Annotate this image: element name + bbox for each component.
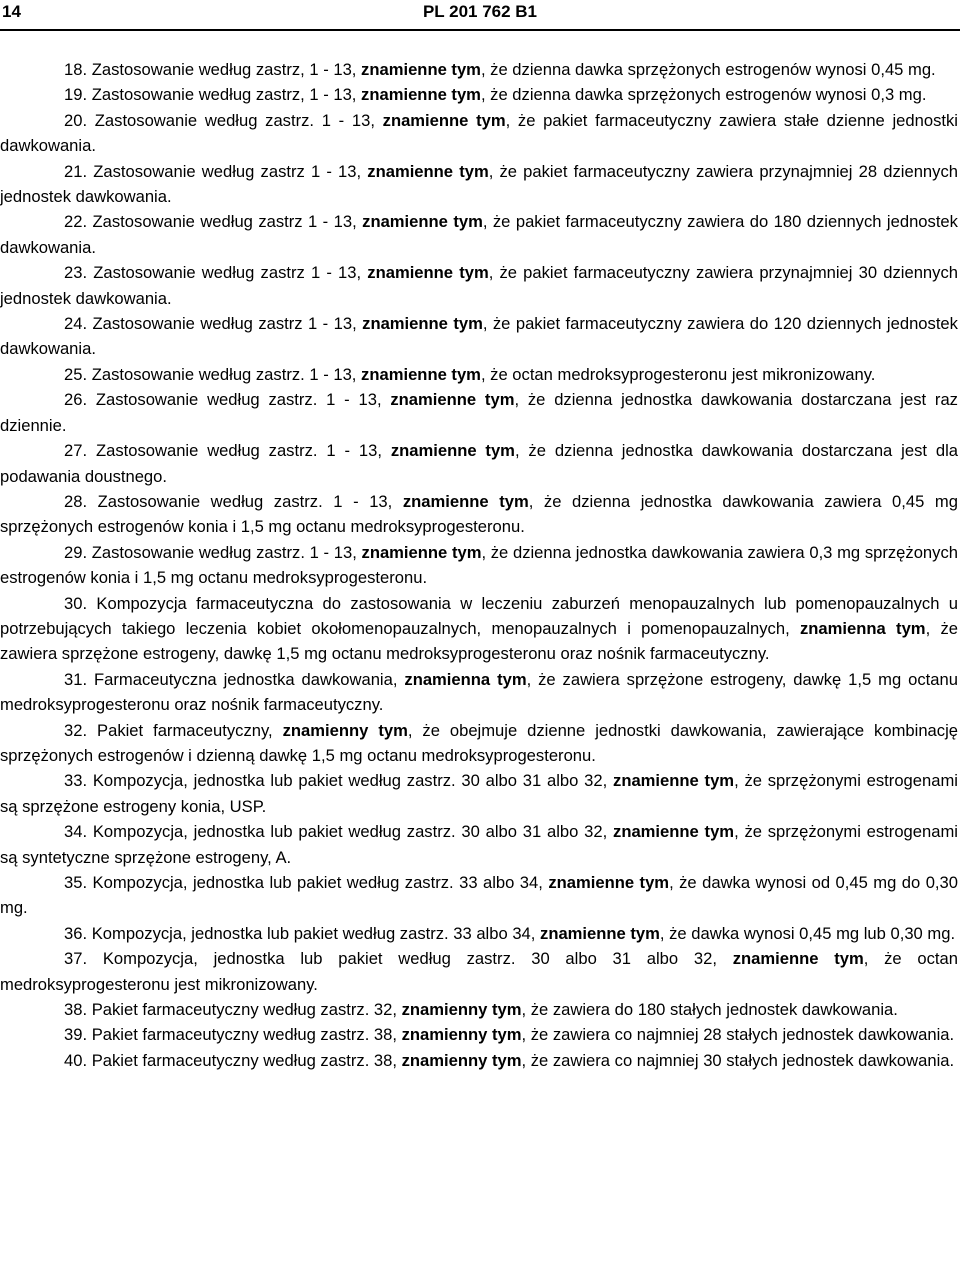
claim-characterizing-phrase: znamienne tym: [361, 364, 481, 384]
claim-text-lead: Zastosowanie według zastrz 1 - 13,: [92, 314, 357, 334]
claim-text-rest: , że obejmuje dzienne jednostki dawkowania, zawierające kombinację sprzężonych estrogenów i dzienną dawkę 1,5 mg octanu medroksyprogesteronu.: [0, 720, 958, 765]
claim-characterizing-phrase: znamienne tym: [361, 85, 481, 105]
claim-text-rest: , że pakiet farmaceutyczny zawiera do 120 dziennych jednostek dawkowania.: [0, 314, 958, 359]
claim-text-rest: , że pakiet farmaceutyczny zawiera do 180 dziennych jednostek dawkowania.: [0, 212, 958, 257]
claim-38: [0, 997, 958, 1022]
claim-text-lead: Zastosowanie według zastrz 1 - 13,: [92, 212, 357, 232]
claim-characterizing-phrase: znamienne tym: [732, 949, 864, 969]
claim-28: [0, 489, 958, 540]
claim-30: [0, 591, 958, 667]
claim-text-lead: Zastosowanie według zastrz, 1 - 13,: [91, 85, 357, 105]
claim-text-lead: Kompozycja, jednostka lub pakiet według zastrz. 30 albo 31 albo 32,: [92, 771, 608, 791]
claim-32: [0, 718, 958, 769]
claim-33: [0, 768, 958, 819]
claim-26: [0, 387, 958, 438]
claim-20: [0, 108, 958, 159]
claim-characterizing-phrase: znamienne tym: [362, 314, 483, 334]
claim-number: 33.: [64, 771, 88, 791]
claim-text-lead: Kompozycja farmaceutyczna do zastosowania w leczeniu zaburzeń menopauzalnych lub pomenopauzalnych u potrzebujących takiego leczenia kobiet okołomenopauzalnych, menopauzalnych i pomenopauzalnych,: [0, 593, 958, 638]
claim-characterizing-phrase: znamienne tym: [390, 390, 515, 410]
claim-text-rest: , że zawiera do 180 stałych jednostek dawkowania.: [521, 1000, 898, 1020]
claim-39: [0, 1022, 958, 1047]
claim-number: 21.: [64, 161, 88, 181]
claim-text-lead: Kompozycja, jednostka lub pakiet według zastrz. 33 albo 34,: [91, 923, 536, 943]
claim-number: 31.: [64, 669, 88, 689]
claim-35: [0, 870, 958, 921]
claim-21: [0, 159, 958, 210]
claim-text-rest: , że zawiera sprzężone estrogeny, dawkę 1,5 mg octanu medroksyprogesteronu oraz nośnik farmaceutyczny.: [0, 669, 958, 715]
claim-18: [0, 57, 958, 82]
claim-37: [0, 946, 958, 997]
claim-characterizing-phrase: znamienne tym: [402, 491, 529, 511]
claim-characterizing-phrase: znamienne tym: [382, 110, 506, 130]
claim-text-rest: , że dzienna dawka sprzężonych estrogenów wynosi 0,45 mg.: [480, 60, 936, 79]
claim-text-lead: Pakiet farmaceutyczny,: [97, 720, 273, 740]
claim-text-rest: , że dzienna jednostka dawkowania dostarczana jest raz dziennie.: [0, 390, 958, 435]
claim-number: 26.: [64, 390, 88, 410]
claim-text-lead: Zastosowanie według zastrz. 1 - 13,: [91, 364, 357, 384]
claim-characterizing-phrase: znamienna tym: [404, 669, 527, 689]
claim-characterizing-phrase: znamienne tym: [548, 873, 670, 892]
claim-number: 27.: [64, 441, 88, 461]
claim-number: 19.: [64, 85, 88, 105]
claim-29: [0, 540, 958, 591]
claims-list: [0, 57, 958, 1073]
claim-characterizing-phrase: znamienne tym: [367, 263, 489, 283]
claim-characterizing-phrase: znamienny tym: [401, 1025, 522, 1045]
claim-text-lead: Zastosowanie według zastrz. 1 - 13,: [95, 390, 382, 410]
claim-number: 24.: [64, 314, 88, 334]
claim-24: [0, 311, 958, 362]
claim-characterizing-phrase: znamienne tym: [361, 542, 482, 562]
claim-number: 25.: [64, 364, 88, 384]
claim-text-lead: Zastosowanie według zastrz. 1 - 13,: [94, 110, 375, 130]
claim-text-rest: , że dawka wynosi 0,45 mg lub 0,30 mg.: [659, 923, 956, 943]
page-number: 14: [2, 2, 21, 21]
claim-text-lead: Zastosowanie według zastrz 1 - 13,: [93, 263, 362, 283]
claim-text-lead: Pakiet farmaceutyczny według zastrz. 38,: [91, 1050, 397, 1070]
claim-text-lead: Zastosowanie według zastrz, 1 - 13,: [91, 60, 357, 79]
claim-characterizing-phrase: znamienny tym: [401, 1000, 522, 1020]
claim-text-lead: Kompozycja, jednostka lub pakiet według zastrz. 30 albo 31 albo 32,: [102, 949, 717, 969]
claim-characterizing-phrase: znamienne tym: [613, 822, 735, 842]
claim-number: 34.: [64, 822, 88, 842]
claim-34: [0, 819, 958, 870]
claim-characterizing-phrase: znamienne tym: [390, 441, 515, 461]
claim-text-rest: , że zawiera co najmniej 28 stałych jednostek dawkowania.: [521, 1025, 955, 1045]
claim-text-lead: Kompozycja, jednostka lub pakiet według zastrz. 30 albo 31 albo 32,: [92, 822, 608, 842]
claim-number: 22.: [64, 212, 88, 232]
claim-text-lead: Pakiet farmaceutyczny według zastrz. 32,: [91, 1000, 397, 1020]
claim-text-rest: , że pakiet farmaceutyczny zawiera stałe dzienne jednostki dawkowania.: [0, 110, 958, 156]
claim-40: [0, 1048, 958, 1073]
claim-27: [0, 438, 958, 489]
claim-text-rest: , że zawiera sprzężone estrogeny, dawkę 1,5 mg octanu medroksyprogesteronu oraz nośnik farmaceutyczny.: [0, 618, 958, 664]
claim-25: [0, 362, 958, 387]
claim-text-rest: , że pakiet farmaceutyczny zawiera przynajmniej 28 dziennych jednostek dawkowania.: [0, 161, 958, 207]
claim-text-rest: , że octan medroksyprogesteronu jest mikronizowany.: [480, 364, 876, 384]
claim-number: 28.: [64, 491, 88, 511]
claim-text-lead: Farmaceutyczna jednostka dawkowania,: [94, 669, 398, 689]
claim-text-lead: Pakiet farmaceutyczny według zastrz. 38,: [91, 1025, 397, 1045]
claim-text-rest: , że dzienna jednostka dawkowania dostarczana jest dla podawania doustnego.: [0, 441, 958, 486]
claim-characterizing-phrase: znamienne tym: [540, 923, 660, 943]
claim-text-rest: , że sprzężonymi estrogenami są syntetyczne sprzężone estrogeny, A.: [0, 822, 958, 867]
claim-text-lead: Zastosowanie według zastrz. 1 - 13,: [91, 542, 357, 562]
claim-characterizing-phrase: znamienne tym: [613, 771, 735, 791]
claim-36: [0, 921, 958, 946]
claim-text-lead: Kompozycja, jednostka lub pakiet według zastrz. 33 albo 34,: [92, 873, 543, 892]
claim-number: 32.: [64, 720, 88, 740]
page-header: [0, 2, 960, 24]
claim-number: 36.: [64, 923, 88, 943]
claim-number: 35.: [64, 873, 88, 892]
claim-text-rest: , że sprzężonymi estrogenami są sprzężone estrogeny konia, USP.: [0, 771, 958, 816]
claim-number: 39.: [64, 1025, 88, 1045]
claim-number: 29.: [64, 542, 88, 562]
claim-text-lead: Zastosowanie według zastrz. 1 - 13,: [95, 441, 382, 461]
claim-19: [0, 82, 958, 107]
claim-number: 30.: [64, 593, 88, 613]
claim-characterizing-phrase: znamienny tym: [401, 1050, 522, 1070]
claim-number: 18.: [64, 60, 88, 79]
claim-text-rest: , że dzienna jednostka dawkowania zawiera 0,3 mg sprzężonych estrogenów konia i 1,5 mg octanu medroksyprogesteronu.: [0, 542, 958, 588]
claim-number: 38.: [64, 1000, 88, 1020]
claim-text-rest: , że dzienna jednostka dawkowania zawiera 0,45 mg sprzężonych estrogenów konia i 1,5 mg octanu medroksyprogesteronu.: [0, 491, 958, 537]
claim-text-rest: , że dzienna dawka sprzężonych estrogenów wynosi 0,3 mg.: [480, 85, 927, 105]
claim-characterizing-phrase: znamienne tym: [362, 212, 483, 232]
claim-text-lead: Zastosowanie według zastrz 1 - 13,: [93, 161, 362, 181]
claim-22: [0, 209, 958, 260]
claim-text-lead: Zastosowanie według zastrz. 1 - 13,: [97, 491, 393, 511]
claim-31: [0, 667, 958, 718]
claim-text-rest: , że pakiet farmaceutyczny zawiera przynajmniej 30 dziennych jednostek dawkowania.: [0, 263, 958, 308]
claim-characterizing-phrase: znamienne tym: [367, 161, 489, 181]
header-rule: [0, 29, 960, 31]
claim-text-rest: , że octan medroksyprogesteronu jest mikronizowany.: [0, 949, 958, 994]
claim-text-rest: , że zawiera co najmniej 30 stałych jednostek dawkowania.: [521, 1050, 955, 1070]
claim-characterizing-phrase: znamienna tym: [800, 618, 926, 638]
claim-number: 20.: [64, 110, 88, 130]
claim-characterizing-phrase: znamienne tym: [361, 60, 481, 79]
document-id: PL 201 762 B1: [422, 2, 538, 21]
claim-text-rest: , że dawka wynosi od 0,45 mg do 0,30 mg.: [0, 873, 958, 918]
claim-characterizing-phrase: znamienny tym: [282, 720, 408, 740]
claim-23: [0, 260, 958, 311]
claim-number: 23.: [64, 263, 88, 283]
claim-number: 40.: [64, 1050, 88, 1070]
claim-number: 37.: [64, 949, 88, 969]
